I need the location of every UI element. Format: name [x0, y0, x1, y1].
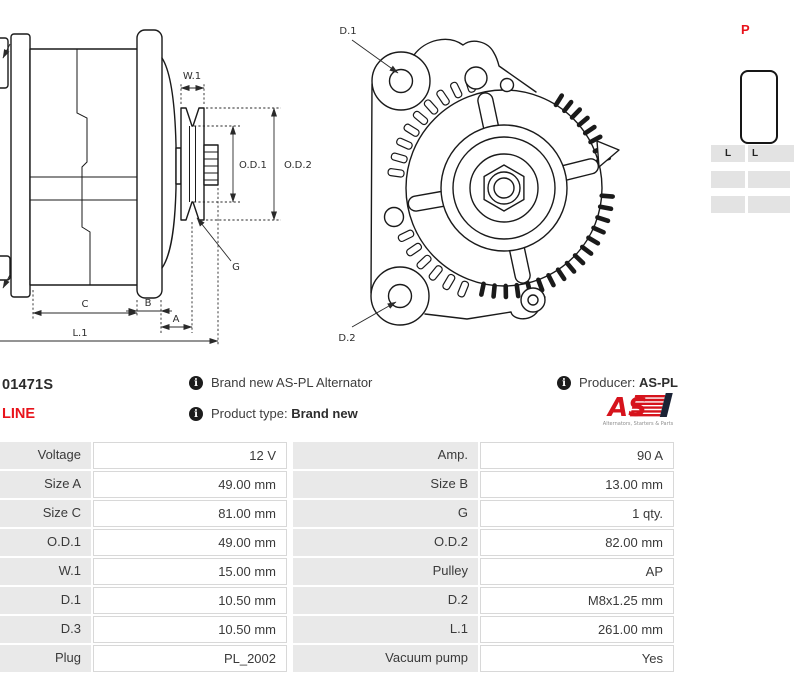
hole-d1 [390, 70, 413, 93]
spec-table-left [0, 442, 287, 672]
spec-label: G [293, 500, 478, 527]
dim-label-od1: O.D.1 [239, 160, 267, 171]
front-bracket [137, 30, 162, 298]
ref-table-cell [748, 196, 790, 213]
ref-table-header: L [711, 145, 745, 162]
dim-label-od2: O.D.2 [284, 160, 312, 171]
brand-text: Brand new AS-PL Alternator [211, 375, 373, 390]
dim-label-a: A [172, 314, 180, 325]
spec-label: L.1 [293, 616, 478, 643]
photos-heading-fragment: P [741, 22, 750, 37]
shaft [176, 148, 181, 184]
spec-label: Vacuum pump [293, 645, 478, 672]
spec-value: 13.00 mm [480, 471, 674, 498]
ref-table-cell [711, 196, 745, 213]
rear-bracket [11, 34, 30, 297]
dim-label-d2: D.2 [338, 333, 356, 344]
spec-value: AP [480, 558, 674, 585]
info-icon [557, 376, 571, 390]
front-view-diagram [338, 26, 619, 344]
info-row-product-type [189, 406, 358, 421]
spec-label: O.D.2 [293, 529, 478, 556]
spec-table-right [293, 442, 674, 672]
spec-label: Amp. [293, 442, 478, 469]
spec-value: 10.50 mm [93, 587, 287, 614]
spec-value: PL_2002 [93, 645, 287, 672]
dim-label-c: C [81, 299, 89, 310]
ref-table-header: L [748, 145, 794, 162]
spec-label: Pulley [293, 558, 478, 585]
spec-value: 90 A [480, 442, 674, 469]
as-pl-logo [600, 392, 680, 428]
spec-label: D.1 [0, 587, 91, 614]
dim-label-w1: W.1 [182, 71, 202, 82]
product-photo-thumbnail[interactable] [740, 70, 778, 144]
spec-value: 81.00 mm [93, 500, 287, 527]
spec-label: O.D.1 [0, 529, 91, 556]
spec-label: W.1 [0, 558, 91, 585]
spec-value: 12 V [93, 442, 287, 469]
spec-value: 261.00 mm [480, 616, 674, 643]
spec-value: M8x1.25 mm [480, 587, 674, 614]
info-row-brand [189, 375, 372, 390]
info-icon [189, 407, 203, 421]
spec-value: 10.50 mm [93, 616, 287, 643]
spec-value: 15.00 mm [93, 558, 287, 585]
spec-value: 82.00 mm [480, 529, 674, 556]
dim-label-g: G [232, 262, 240, 273]
side-view-diagram [0, 30, 312, 346]
spec-label: Size A [0, 471, 91, 498]
spec-label: Size C [0, 500, 91, 527]
spec-label: D.3 [0, 616, 91, 643]
logo-as-text: AS [608, 393, 647, 423]
spec-value: Yes [480, 645, 674, 672]
spec-value: 49.00 mm [93, 529, 287, 556]
spec-value: 1 qty. [480, 500, 674, 527]
spec-value: 49.00 mm [93, 471, 287, 498]
producer-text: Producer: AS-PL [579, 375, 678, 390]
info-icon [189, 376, 203, 390]
dim-label-l1: L.1 [72, 328, 88, 339]
shaft-nut [204, 145, 218, 185]
product-type-text: Product type: Brand new [211, 406, 358, 421]
ref-table-cell [748, 171, 790, 188]
spec-label: Plug [0, 645, 91, 672]
spec-label: D.2 [293, 587, 478, 614]
logo-tagline: Alternators, Starters & Parts [602, 421, 674, 427]
spec-label: Voltage [0, 442, 91, 469]
info-row-producer [557, 375, 678, 390]
dim-label-d1: D.1 [339, 26, 357, 37]
dim-label-b: B [144, 298, 152, 309]
ref-table-cell [711, 171, 745, 188]
part-number: 01471S [2, 377, 54, 393]
housing-body [30, 49, 140, 285]
product-line-label: LINE [2, 406, 36, 422]
pulley [181, 108, 204, 220]
spec-label: Size B [293, 471, 478, 498]
